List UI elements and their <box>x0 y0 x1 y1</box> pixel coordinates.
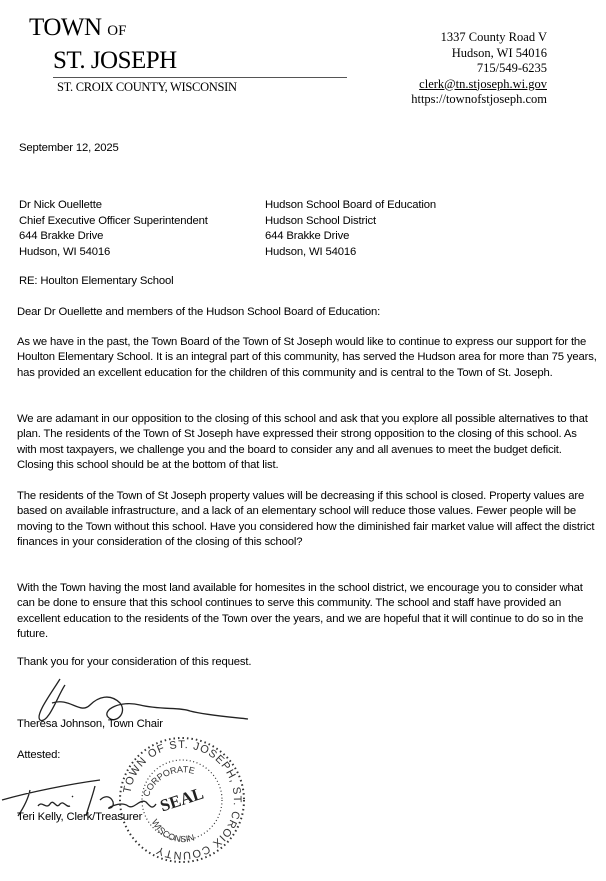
recipient-right <box>265 198 436 260</box>
clerk-name-title: Teri Kelly, Clerk/Treasurer <box>17 811 143 823</box>
city-state-zip: Hudson, WI 54016 <box>451 45 547 60</box>
salutation: Dear Dr Ouellette and members of the Hudson School Board of Education: <box>17 306 381 318</box>
corporate-seal-icon <box>117 735 247 865</box>
street-address: 1337 County Road V <box>440 30 547 44</box>
recipient-name: Dr Nick Ouellette <box>19 199 102 211</box>
subject-line: RE: Houlton Elementary School <box>19 275 174 287</box>
town-word: TOWN <box>29 14 102 41</box>
recipient-street: 644 Brakke Drive <box>19 230 104 242</box>
town-title <box>29 14 126 42</box>
email-link[interactable]: clerk@tn.stjoseph.wi.gov <box>419 76 547 91</box>
recipient-city: Hudson, WI 54016 <box>19 245 111 258</box>
recipient-left <box>19 198 208 260</box>
seal-top-text: CORPORATE <box>141 764 196 799</box>
body-paragraph: We are adamant in our opposition to the closing of this school and ask that you explore all possible alternatives to that plan. The residents of the Town of St Joseph have expressed their strong opposition to the closing of this school. As with most taxpayers, we challenge you and the board to consider any and all avenues to meet the budget deficit. Closing this school should be at the bottom of that list. <box>17 413 588 471</box>
phone-number: 715/549-6235 <box>476 61 547 75</box>
recipient-org: Hudson School Board of Education <box>265 199 437 211</box>
town-name: ST. JOSEPH <box>53 47 177 74</box>
of-word: OF <box>107 23 127 39</box>
letterhead-rule <box>53 77 347 78</box>
recipient-title: Chief Executive Officer Superintendent <box>19 214 208 227</box>
seal-center-text: SEAL <box>157 783 206 816</box>
seal-bottom-text: WISCONSIN <box>149 817 196 845</box>
county-line: ST. CROIX COUNTY, WISCONSIN <box>57 80 237 94</box>
body-paragraph: As we have in the past, the Town Board of the Town of St Joseph would like to continue to express our support for the Houlton Elementary School. It is an integral part of this community, has served the Hudson area for more than 75 years, has provided an excellent education for the children of this community and is central to the Town of St. Joseph. <box>17 336 597 379</box>
closing-line: Thank you for your consideration of this request. <box>17 656 252 668</box>
recipient-district: Hudson School District <box>265 214 376 227</box>
seal-outer-text: TOWN OF ST. JOSEPH, ST. CROIX COUNTY <box>121 738 244 862</box>
letter-date: September 12, 2025 <box>19 142 119 154</box>
body-paragraph: The residents of the Town of St Joseph property values will be decreasing if this school is closed. Property values are based on available infrastructure, and a lack of an elementary school will reduce those values. Fewer people will be moving to the Town without this school. Have you considered how the diminished fair market value will affect the district finances in your consideration of the closing of this school? <box>17 490 595 548</box>
chair-name-title: Theresa Johnson, Town Chair <box>17 718 163 730</box>
recipient-city: Hudson, WI 54016 <box>265 245 357 258</box>
svg-text:WISCONSIN <box>150 817 196 844</box>
recipient-street: 644 Brakke Drive <box>265 230 350 242</box>
attested-label: Attested: <box>17 749 61 761</box>
body-paragraph: With the Town having the most land available for homesites in the school district, we encourage you to consider what can be done to ensure that this school continues to serve this community. The school and staff have provided an excellent education to the residents of the Town over the years, and we are hopeful that it will continue to do so in the future. <box>17 582 584 640</box>
contact-block <box>411 30 547 106</box>
website-link[interactable]: https://townofstjoseph.com <box>411 92 547 106</box>
